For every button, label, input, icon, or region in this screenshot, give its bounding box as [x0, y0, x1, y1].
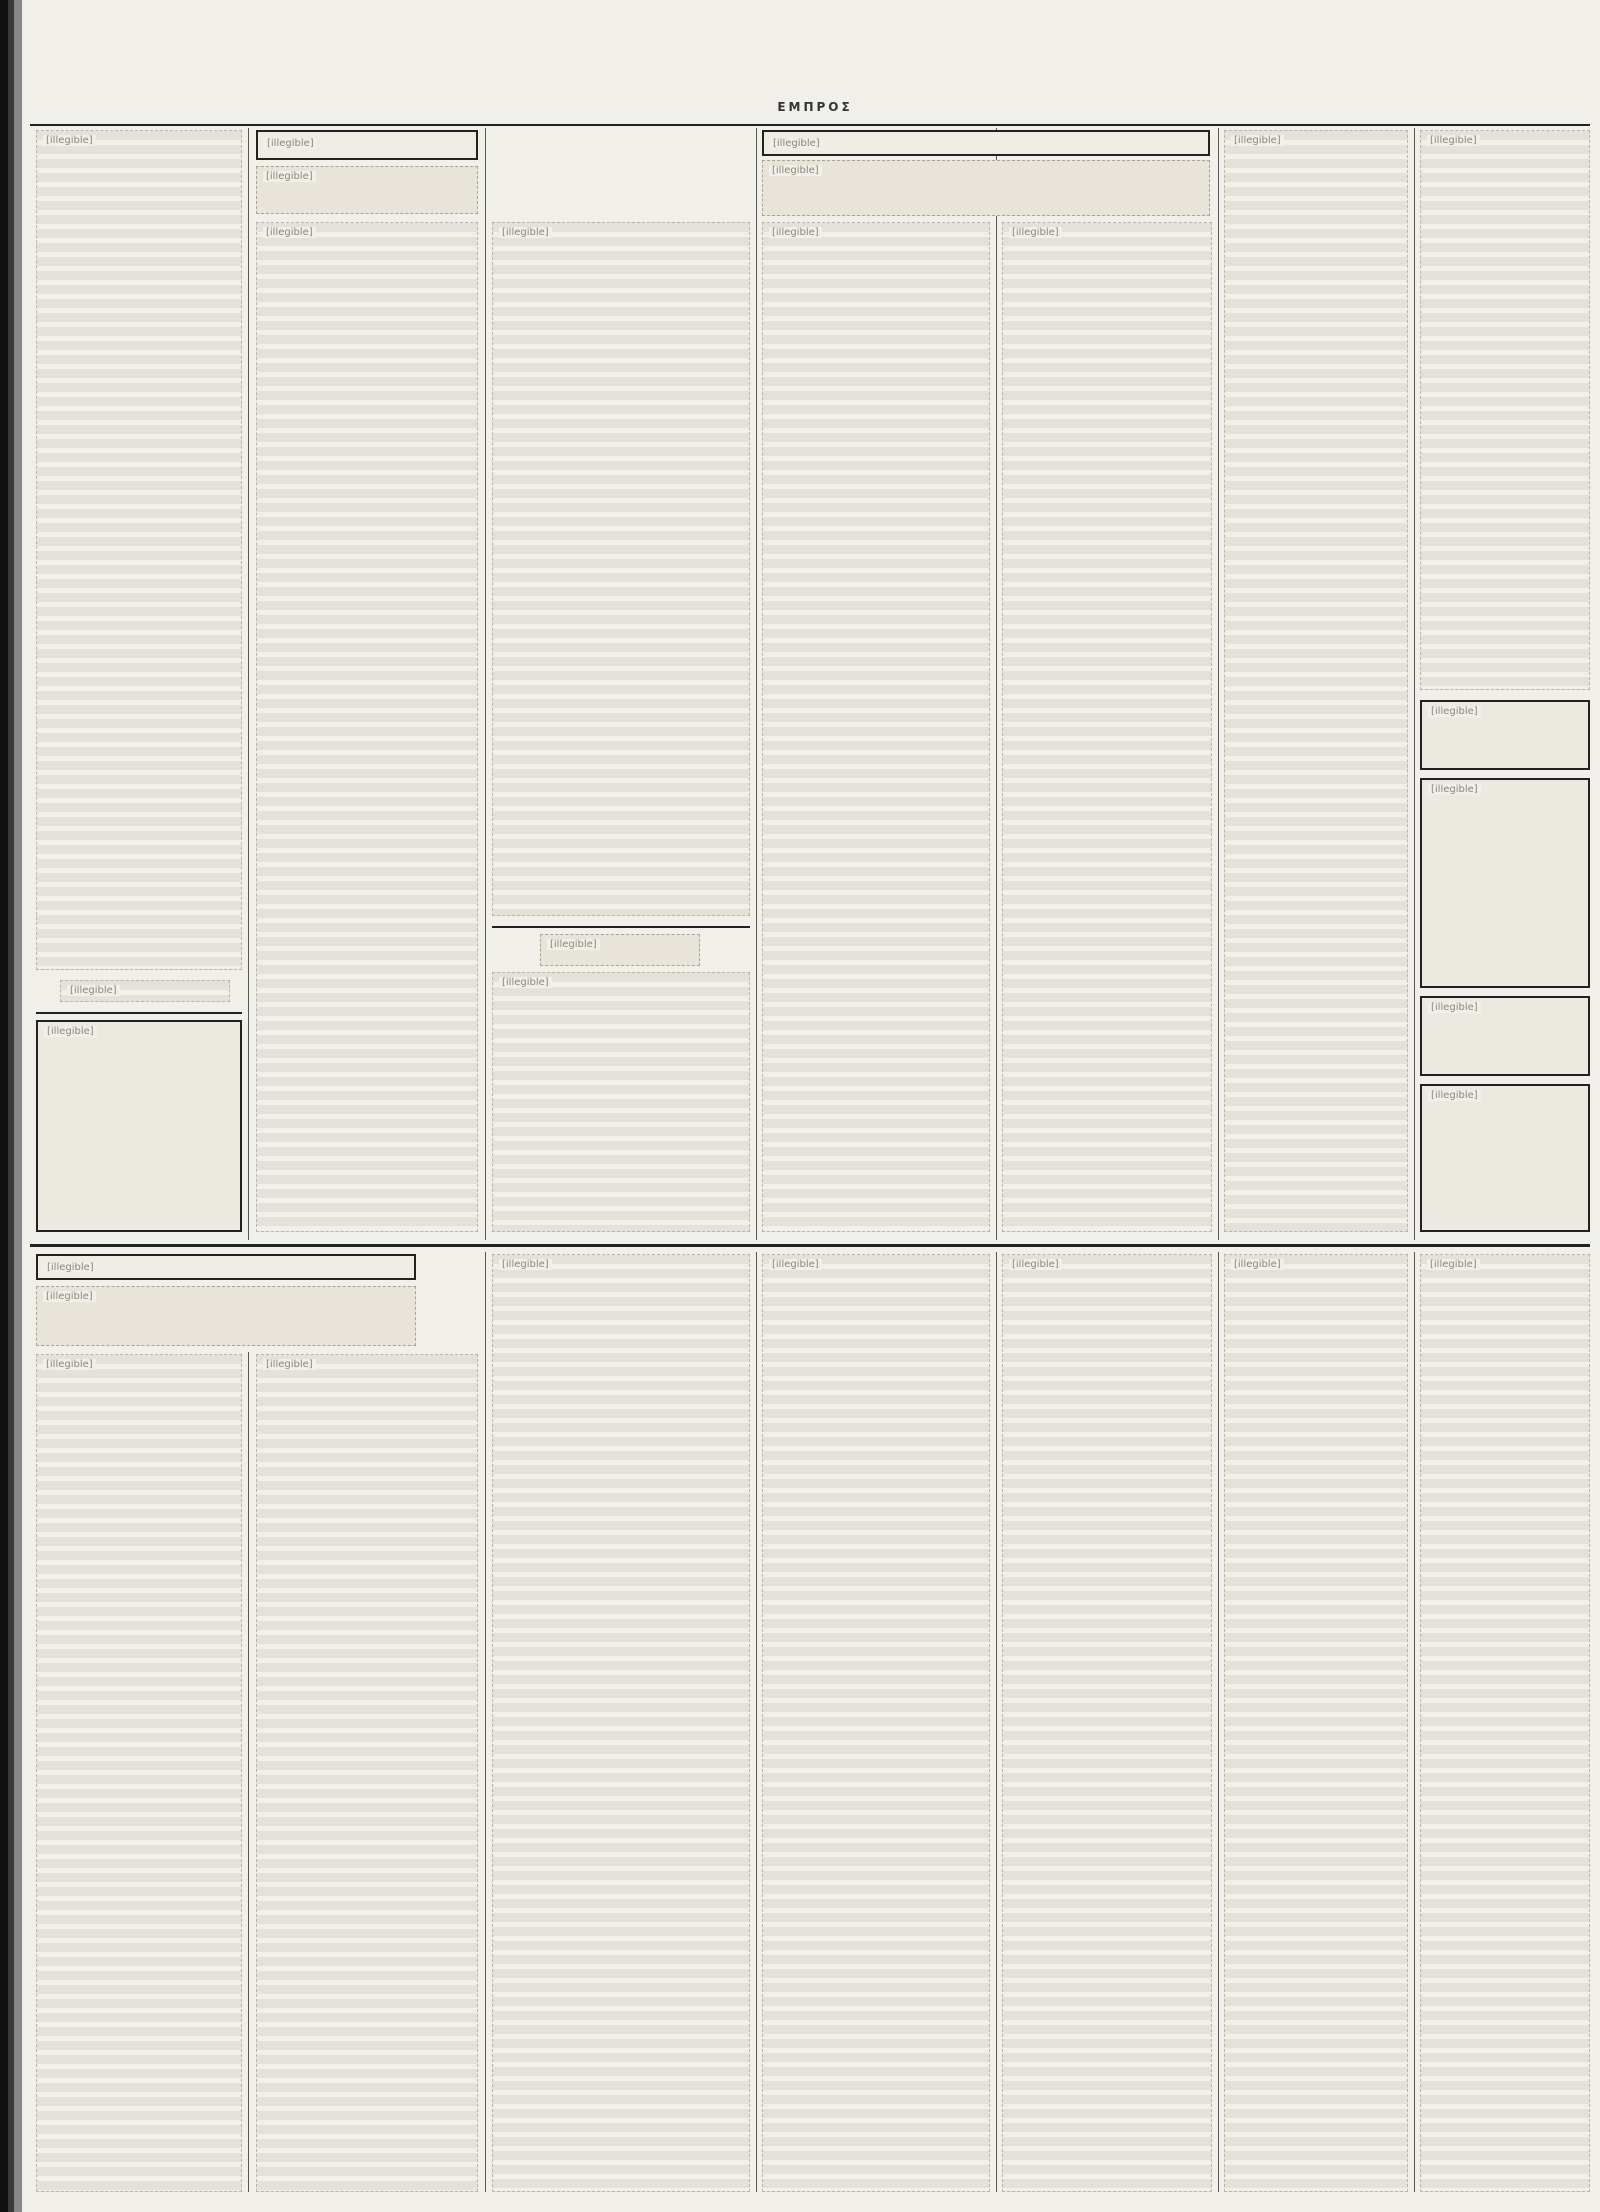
column-divider — [1218, 1252, 1219, 2192]
advertisement: [illegible] — [1420, 778, 1590, 988]
section-header: [illegible] — [762, 130, 1210, 156]
top-rule — [30, 124, 1590, 126]
column-divider — [996, 128, 997, 1240]
advertisement: [illegible] — [1420, 996, 1590, 1076]
article-body: [illegible] — [1420, 130, 1590, 690]
page-binding-edge — [0, 0, 22, 2212]
advertisement: [illegible] — [36, 1020, 242, 1232]
column-divider — [756, 128, 757, 1240]
column-divider — [1414, 128, 1415, 1240]
serial-body: [illegible] — [1224, 1254, 1408, 2192]
serial-body: [illegible] — [1420, 1254, 1590, 2192]
column-divider — [485, 1252, 486, 2192]
column-divider — [756, 1252, 757, 2192]
notice-title: [illegible] — [540, 934, 700, 966]
masthead: ΕΜΠΡΟΣ — [777, 100, 853, 114]
serial-body: [illegible] — [256, 1354, 478, 2192]
section-rule — [36, 1012, 242, 1014]
article-body: [illegible] — [492, 222, 750, 916]
column-divider — [248, 128, 249, 1240]
column-divider — [248, 1352, 249, 2192]
section-rule — [30, 1244, 1590, 1247]
serial-body: [illegible] — [36, 1354, 242, 2192]
issue-meta — [1340, 100, 1580, 114]
advertisement: [illegible] — [1420, 1084, 1590, 1232]
main-headline: [illegible] — [762, 160, 1210, 216]
serial-body: [illegible] — [762, 1254, 990, 2192]
article-body: [illegible] — [36, 130, 242, 970]
article-body: [illegible] — [1224, 130, 1408, 1232]
serial-body: [illegible] — [1002, 1254, 1212, 2192]
column-divider — [485, 128, 486, 1240]
column-divider — [1218, 128, 1219, 1240]
article-body: [illegible] — [762, 222, 990, 1232]
serial-body: [illegible] — [492, 1254, 750, 2192]
column-divider — [1414, 1252, 1415, 2192]
article-title: [illegible] — [256, 166, 478, 214]
article-body: [illegible] — [256, 222, 478, 1232]
section-header: [illegible] — [256, 130, 478, 160]
serial-header: [illegible] — [36, 1254, 416, 1280]
notice-body: [illegible] — [492, 972, 750, 1232]
column-divider — [996, 1252, 997, 2192]
article-body: [illegible] — [1002, 222, 1212, 1232]
article-signature: [illegible] — [60, 980, 230, 1002]
advertisement: [illegible] — [1420, 700, 1590, 770]
serial-title: [illegible] — [36, 1286, 416, 1346]
section-rule — [492, 926, 750, 928]
